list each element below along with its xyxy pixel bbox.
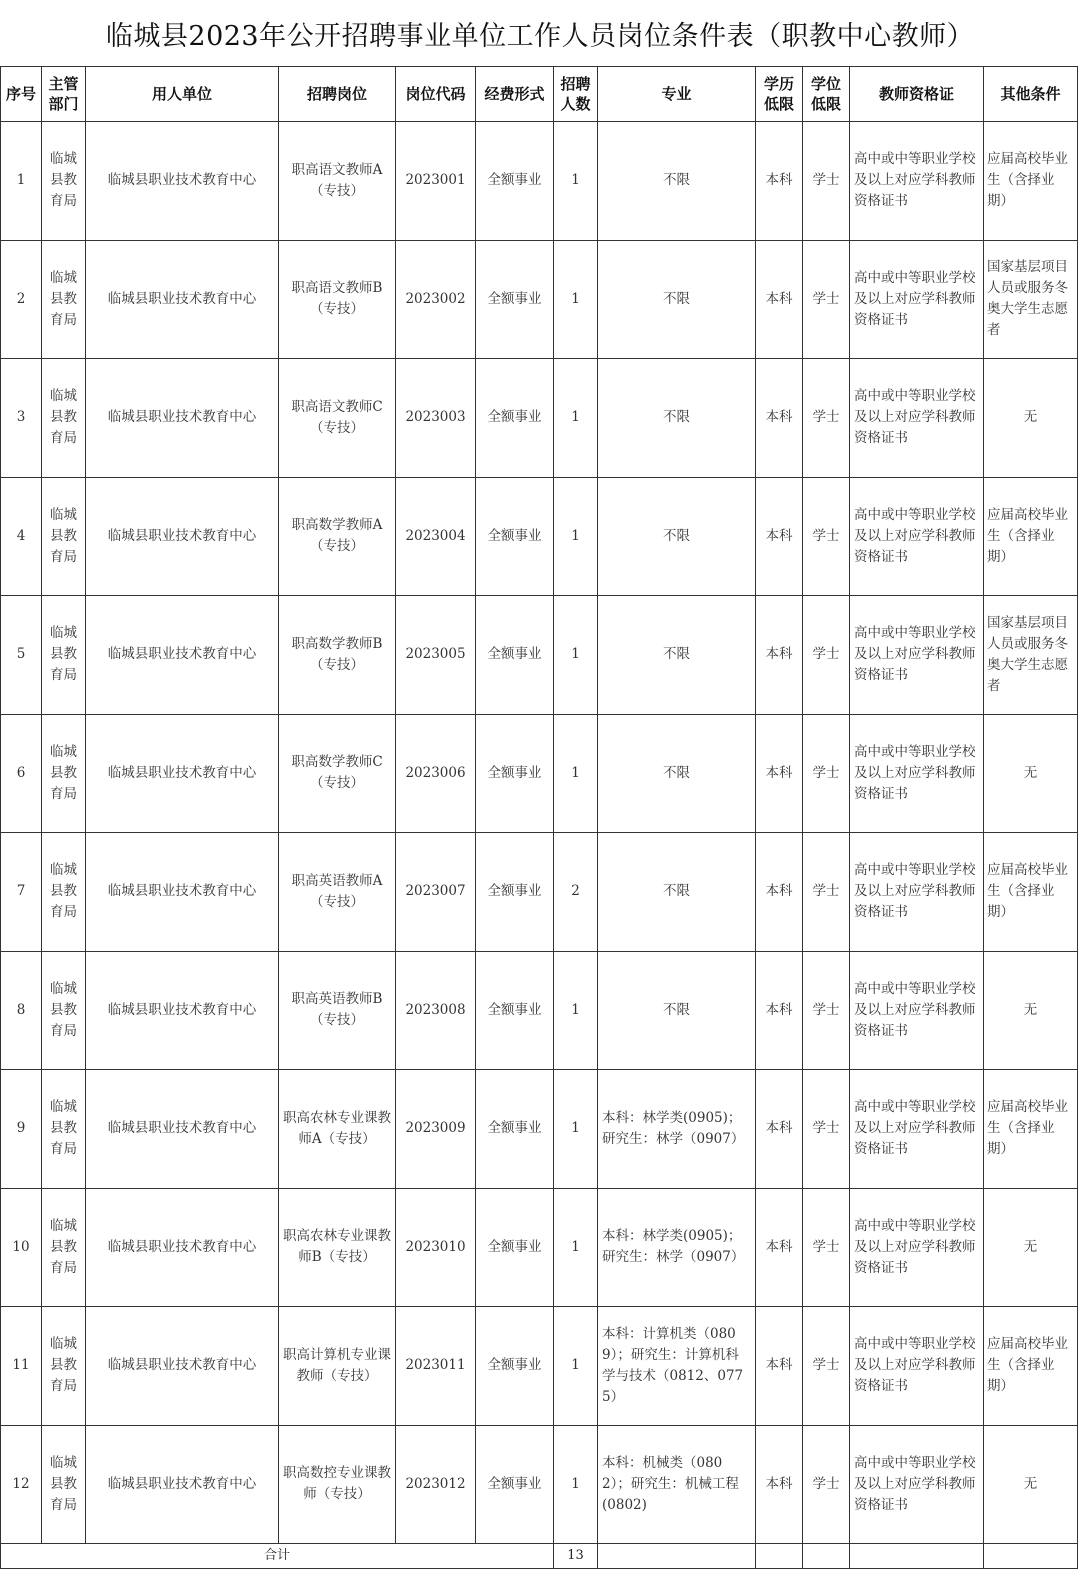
cell-count: 1 [554, 1425, 598, 1544]
cell-post: 职高英语教师A（专技） [279, 833, 396, 952]
cell-dept: 临城县教育局 [42, 240, 86, 359]
table-row [1, 1070, 1078, 1189]
cell-post: 职高语文教师B（专技） [279, 240, 396, 359]
cell-degree: 学士 [803, 477, 850, 596]
cell-count: 1 [554, 714, 598, 833]
cell-other: 国家基层项目人员或服务冬奥大学生志愿者 [984, 596, 1078, 715]
cell-code: 2023001 [396, 122, 476, 241]
cell-count: 1 [554, 359, 598, 478]
cell-major: 不限 [598, 122, 756, 241]
cell-funding: 全额事业 [476, 1425, 554, 1544]
cell-unit: 临城县职业技术教育中心 [86, 122, 279, 241]
cell-major: 不限 [598, 833, 756, 952]
cell-unit: 临城县职业技术教育中心 [86, 1425, 279, 1544]
cell-code: 2023008 [396, 951, 476, 1070]
cell-dept: 临城县教育局 [42, 951, 86, 1070]
cell-post: 职高数控专业课教师（专技） [279, 1425, 396, 1544]
cell-code: 2023009 [396, 1070, 476, 1189]
cell-degree: 学士 [803, 951, 850, 1070]
cell-cert: 高中或中等职业学校及以上对应学科教师资格证书 [850, 359, 984, 478]
cell-other: 无 [984, 1425, 1078, 1544]
cell-major: 不限 [598, 951, 756, 1070]
cell-other: 无 [984, 714, 1078, 833]
total-empty-cell [756, 1544, 803, 1569]
total-empty-cell [984, 1544, 1078, 1569]
header-post: 招聘岗位 [279, 67, 396, 122]
cell-post: 职高农林专业课教师A（专技） [279, 1070, 396, 1189]
cell-no: 9 [1, 1070, 42, 1189]
cell-unit: 临城县职业技术教育中心 [86, 1307, 279, 1426]
cell-major: 不限 [598, 240, 756, 359]
cell-cert: 高中或中等职业学校及以上对应学科教师资格证书 [850, 714, 984, 833]
total-row [1, 1544, 1078, 1569]
page-title: 临城县2023年公开招聘事业单位工作人员岗位条件表（职教中心教师） [105, 20, 975, 52]
cell-no: 5 [1, 596, 42, 715]
cell-funding: 全额事业 [476, 833, 554, 952]
header-no: 序号 [1, 67, 42, 122]
cell-edu: 本科 [756, 1070, 803, 1189]
total-empty-cell [598, 1544, 756, 1569]
cell-other: 无 [984, 1188, 1078, 1307]
cell-post: 职高语文教师A（专技） [279, 122, 396, 241]
cell-major: 不限 [598, 596, 756, 715]
cell-cert: 高中或中等职业学校及以上对应学科教师资格证书 [850, 477, 984, 596]
cell-major: 不限 [598, 359, 756, 478]
cell-major: 不限 [598, 714, 756, 833]
cell-count: 1 [554, 240, 598, 359]
cell-funding: 全额事业 [476, 122, 554, 241]
cell-unit: 临城县职业技术教育中心 [86, 833, 279, 952]
cell-funding: 全额事业 [476, 359, 554, 478]
cell-cert: 高中或中等职业学校及以上对应学科教师资格证书 [850, 596, 984, 715]
cell-count: 1 [554, 1307, 598, 1426]
cell-edu: 本科 [756, 833, 803, 952]
cell-cert: 高中或中等职业学校及以上对应学科教师资格证书 [850, 951, 984, 1070]
cell-post: 职高农林专业课教师B（专技） [279, 1188, 396, 1307]
positions-table [0, 66, 1078, 1569]
cell-dept: 临城县教育局 [42, 477, 86, 596]
cell-major: 本科：林学类(0905)；研究生：林学（0907） [598, 1070, 756, 1189]
cell-funding: 全额事业 [476, 477, 554, 596]
cell-unit: 临城县职业技术教育中心 [86, 596, 279, 715]
cell-no: 12 [1, 1425, 42, 1544]
cell-edu: 本科 [756, 477, 803, 596]
cell-no: 4 [1, 477, 42, 596]
cell-dept: 临城县教育局 [42, 1188, 86, 1307]
cell-code: 2023006 [396, 714, 476, 833]
cell-cert: 高中或中等职业学校及以上对应学科教师资格证书 [850, 1307, 984, 1426]
cell-edu: 本科 [756, 122, 803, 241]
cell-count: 2 [554, 833, 598, 952]
cell-edu: 本科 [756, 240, 803, 359]
cell-no: 2 [1, 240, 42, 359]
cell-code: 2023011 [396, 1307, 476, 1426]
cell-major: 本科：计算机类（0809）；研究生：计算机科学与技术（0812、0775） [598, 1307, 756, 1426]
total-label: 合计 [1, 1544, 554, 1569]
cell-cert: 高中或中等职业学校及以上对应学科教师资格证书 [850, 240, 984, 359]
cell-degree: 学士 [803, 1425, 850, 1544]
cell-no: 7 [1, 833, 42, 952]
cell-funding: 全额事业 [476, 240, 554, 359]
cell-other: 无 [984, 951, 1078, 1070]
cell-other: 应届高校毕业生（含择业期） [984, 833, 1078, 952]
total-empty-cell [803, 1544, 850, 1569]
table-row [1, 1307, 1078, 1426]
cell-post: 职高英语教师B（专技） [279, 951, 396, 1070]
cell-edu: 本科 [756, 951, 803, 1070]
cell-code: 2023004 [396, 477, 476, 596]
cell-unit: 临城县职业技术教育中心 [86, 359, 279, 478]
header-code: 岗位代码 [396, 67, 476, 122]
cell-post: 职高数学教师B（专技） [279, 596, 396, 715]
header-edu: 学历低限 [756, 67, 803, 122]
cell-post: 职高语文教师C（专技） [279, 359, 396, 478]
cell-degree: 学士 [803, 122, 850, 241]
cell-no: 11 [1, 1307, 42, 1426]
cell-funding: 全额事业 [476, 1188, 554, 1307]
table-row [1, 833, 1078, 952]
header-funding: 经费形式 [476, 67, 554, 122]
cell-unit: 临城县职业技术教育中心 [86, 1070, 279, 1189]
cell-count: 1 [554, 1188, 598, 1307]
cell-code: 2023010 [396, 1188, 476, 1307]
cell-degree: 学士 [803, 833, 850, 952]
cell-count: 1 [554, 477, 598, 596]
header-major: 专业 [598, 67, 756, 122]
cell-degree: 学士 [803, 596, 850, 715]
cell-other: 应届高校毕业生（含择业期） [984, 477, 1078, 596]
cell-degree: 学士 [803, 1188, 850, 1307]
cell-post: 职高数学教师A（专技） [279, 477, 396, 596]
cell-dept: 临城县教育局 [42, 1307, 86, 1426]
cell-dept: 临城县教育局 [42, 833, 86, 952]
cell-code: 2023005 [396, 596, 476, 715]
cell-dept: 临城县教育局 [42, 359, 86, 478]
table-row [1, 359, 1078, 478]
cell-edu: 本科 [756, 1307, 803, 1426]
cell-edu: 本科 [756, 1188, 803, 1307]
table-row [1, 714, 1078, 833]
table-row [1, 477, 1078, 596]
cell-code: 2023002 [396, 240, 476, 359]
cell-degree: 学士 [803, 240, 850, 359]
cell-edu: 本科 [756, 596, 803, 715]
cell-dept: 临城县教育局 [42, 596, 86, 715]
cell-funding: 全额事业 [476, 714, 554, 833]
cell-other: 应届高校毕业生（含择业期） [984, 122, 1078, 241]
cell-edu: 本科 [756, 714, 803, 833]
cell-dept: 临城县教育局 [42, 1425, 86, 1544]
cell-other: 应届高校毕业生（含择业期） [984, 1070, 1078, 1189]
cell-funding: 全额事业 [476, 951, 554, 1070]
cell-dept: 临城县教育局 [42, 714, 86, 833]
cell-degree: 学士 [803, 714, 850, 833]
cell-post: 职高数学教师C（专技） [279, 714, 396, 833]
cell-major: 不限 [598, 477, 756, 596]
cell-cert: 高中或中等职业学校及以上对应学科教师资格证书 [850, 1425, 984, 1544]
cell-major: 本科：林学类(0905)；研究生：林学（0907） [598, 1188, 756, 1307]
cell-other: 应届高校毕业生（含择业期） [984, 1307, 1078, 1426]
cell-no: 6 [1, 714, 42, 833]
cell-major: 本科：机械类（0802）；研究生：机械工程(0802) [598, 1425, 756, 1544]
cell-unit: 临城县职业技术教育中心 [86, 240, 279, 359]
cell-unit: 临城县职业技术教育中心 [86, 951, 279, 1070]
cell-other: 国家基层项目人员或服务冬奥大学生志愿者 [984, 240, 1078, 359]
total-count: 13 [554, 1544, 598, 1569]
header-row [1, 67, 1078, 122]
cell-dept: 临城县教育局 [42, 122, 86, 241]
header-cert: 教师资格证 [850, 67, 984, 122]
header-count: 招聘人数 [554, 67, 598, 122]
header-dept: 主管部门 [42, 67, 86, 122]
cell-code: 2023003 [396, 359, 476, 478]
cell-no: 3 [1, 359, 42, 478]
cell-funding: 全额事业 [476, 596, 554, 715]
header-degree: 学位低限 [803, 67, 850, 122]
cell-count: 1 [554, 1070, 598, 1189]
cell-dept: 临城县教育局 [42, 1070, 86, 1189]
cell-edu: 本科 [756, 1425, 803, 1544]
cell-unit: 临城县职业技术教育中心 [86, 1188, 279, 1307]
cell-cert: 高中或中等职业学校及以上对应学科教师资格证书 [850, 122, 984, 241]
cell-edu: 本科 [756, 359, 803, 478]
table-row [1, 1188, 1078, 1307]
cell-code: 2023012 [396, 1425, 476, 1544]
cell-cert: 高中或中等职业学校及以上对应学科教师资格证书 [850, 833, 984, 952]
cell-unit: 临城县职业技术教育中心 [86, 714, 279, 833]
total-empty-cell [850, 1544, 984, 1569]
cell-degree: 学士 [803, 359, 850, 478]
header-unit: 用人单位 [86, 67, 279, 122]
cell-count: 1 [554, 596, 598, 715]
table-row [1, 240, 1078, 359]
cell-cert: 高中或中等职业学校及以上对应学科教师资格证书 [850, 1188, 984, 1307]
cell-cert: 高中或中等职业学校及以上对应学科教师资格证书 [850, 1070, 984, 1189]
cell-funding: 全额事业 [476, 1307, 554, 1426]
cell-other: 无 [984, 359, 1078, 478]
table-row [1, 951, 1078, 1070]
table-row [1, 122, 1078, 241]
cell-degree: 学士 [803, 1070, 850, 1189]
cell-degree: 学士 [803, 1307, 850, 1426]
header-other: 其他条件 [984, 67, 1078, 122]
table-row [1, 596, 1078, 715]
cell-code: 2023007 [396, 833, 476, 952]
cell-funding: 全额事业 [476, 1070, 554, 1189]
cell-count: 1 [554, 122, 598, 241]
cell-no: 8 [1, 951, 42, 1070]
cell-post: 职高计算机专业课教师（专技） [279, 1307, 396, 1426]
cell-unit: 临城县职业技术教育中心 [86, 477, 279, 596]
cell-no: 1 [1, 122, 42, 241]
cell-no: 10 [1, 1188, 42, 1307]
table-body [1, 122, 1078, 1569]
cell-count: 1 [554, 951, 598, 1070]
table-row [1, 1425, 1078, 1544]
